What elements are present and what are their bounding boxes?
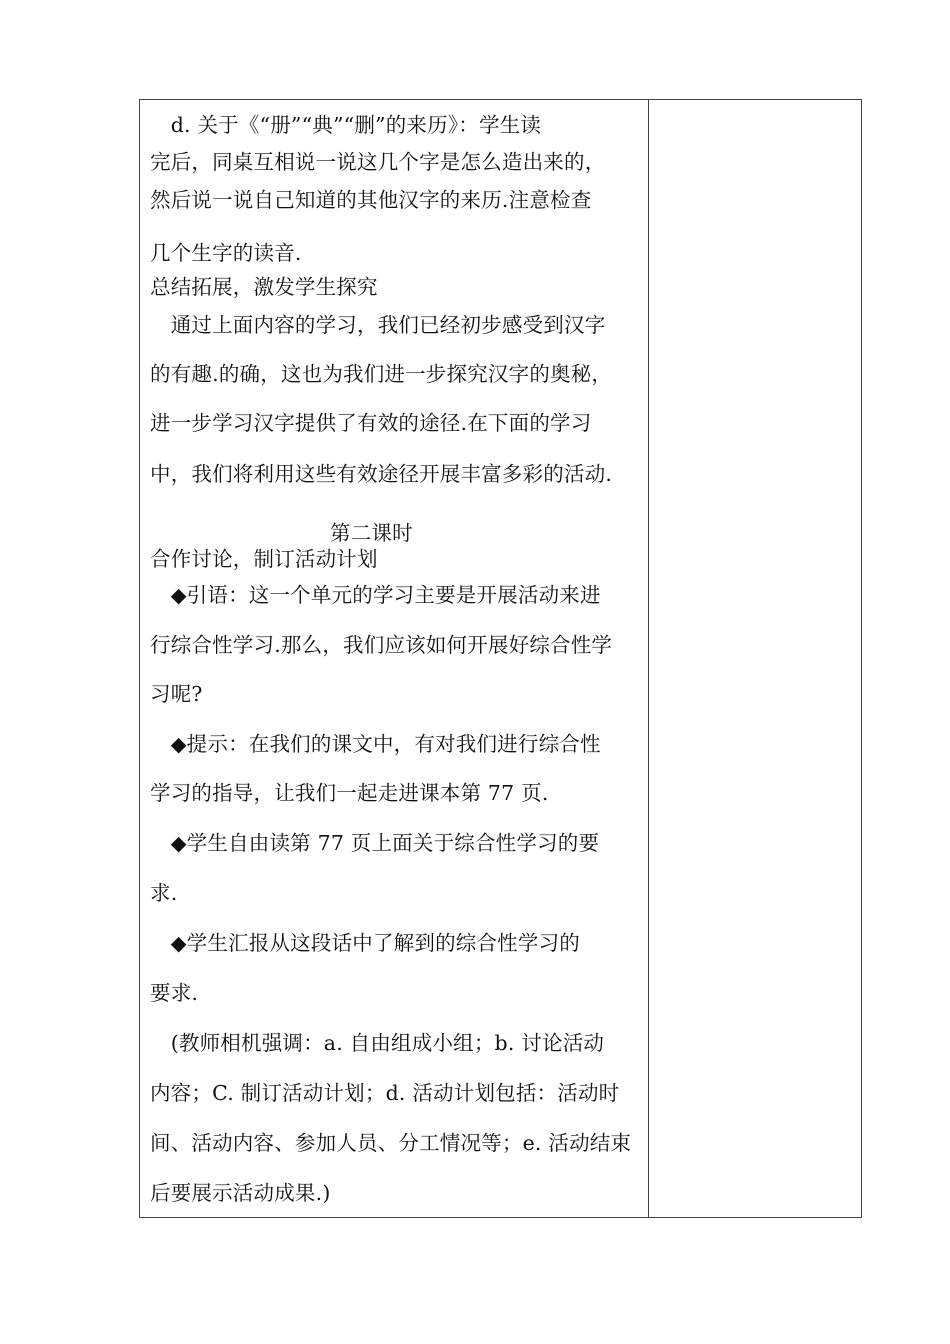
paragraph-line: 通过上面内容的学习，我们已经初步感受到汉字 — [150, 313, 606, 337]
paragraph-line: 完后，同桌互相说一说这几个字是怎么造出来的， — [150, 150, 606, 174]
paragraph-line: 的有趣.的确，这也为我们进一步探究汉字的奥秘， — [150, 362, 613, 386]
section-heading: 合作讨论，制订活动计划 — [150, 547, 378, 571]
paragraph-line: 后要展示活动成果.) — [150, 1181, 331, 1205]
paragraph-line: 间、活动内容、参加人员、分工情况等；e. 活动结束 — [150, 1131, 632, 1155]
section-heading: 总结拓展，激发学生探究 — [150, 275, 378, 299]
notes-cell — [650, 100, 861, 1217]
lesson-plan-table — [139, 99, 862, 1218]
paragraph-line: ◆引语：这一个单元的学习主要是开展活动来进 — [150, 583, 601, 607]
paragraph-line: 求. — [150, 881, 178, 905]
paragraph-line: 行综合性学习.那么，我们应该如何开展好综合性学 — [150, 633, 613, 657]
paragraph-line: ◆学生汇报从这段话中了解到的综合性学习的 — [150, 931, 580, 955]
paragraph-line: 进一步学习汉字提供了有效的途径.在下面的学习 — [150, 411, 592, 435]
column-divider — [648, 100, 649, 1217]
paragraph-line: d. 关于《“册”“典”“删”的来历》：学生读 — [150, 113, 542, 137]
paragraph-line: 几个生字的读音. — [150, 241, 302, 265]
lesson-period-title: 第二课时 — [330, 521, 413, 545]
paragraph-line: (教师相机强调：a. 自由组成小组；b. 讨论活动 — [150, 1031, 605, 1055]
paragraph-line: 内容；C. 制订活动计划；d. 活动计划包括：活动时 — [150, 1081, 620, 1105]
paragraph-line: 中，我们将利用这些有效途径开展丰富多彩的活动. — [150, 462, 613, 486]
paragraph-line: ◆学生自由读第 77 页上面关于综合性学习的要 — [150, 831, 600, 855]
paragraph-line: 要求. — [150, 981, 199, 1005]
paragraph-line: 学习的指导，让我们一起走进课本第 77 页. — [150, 781, 549, 805]
paragraph-line: ◆提示：在我们的课文中，有对我们进行综合性 — [150, 732, 601, 756]
paragraph-line: 习呢? — [150, 682, 203, 706]
lesson-content-cell — [140, 100, 648, 1217]
paragraph-line: 然后说一说自己知道的其他汉字的来历.注意检查 — [150, 188, 592, 212]
